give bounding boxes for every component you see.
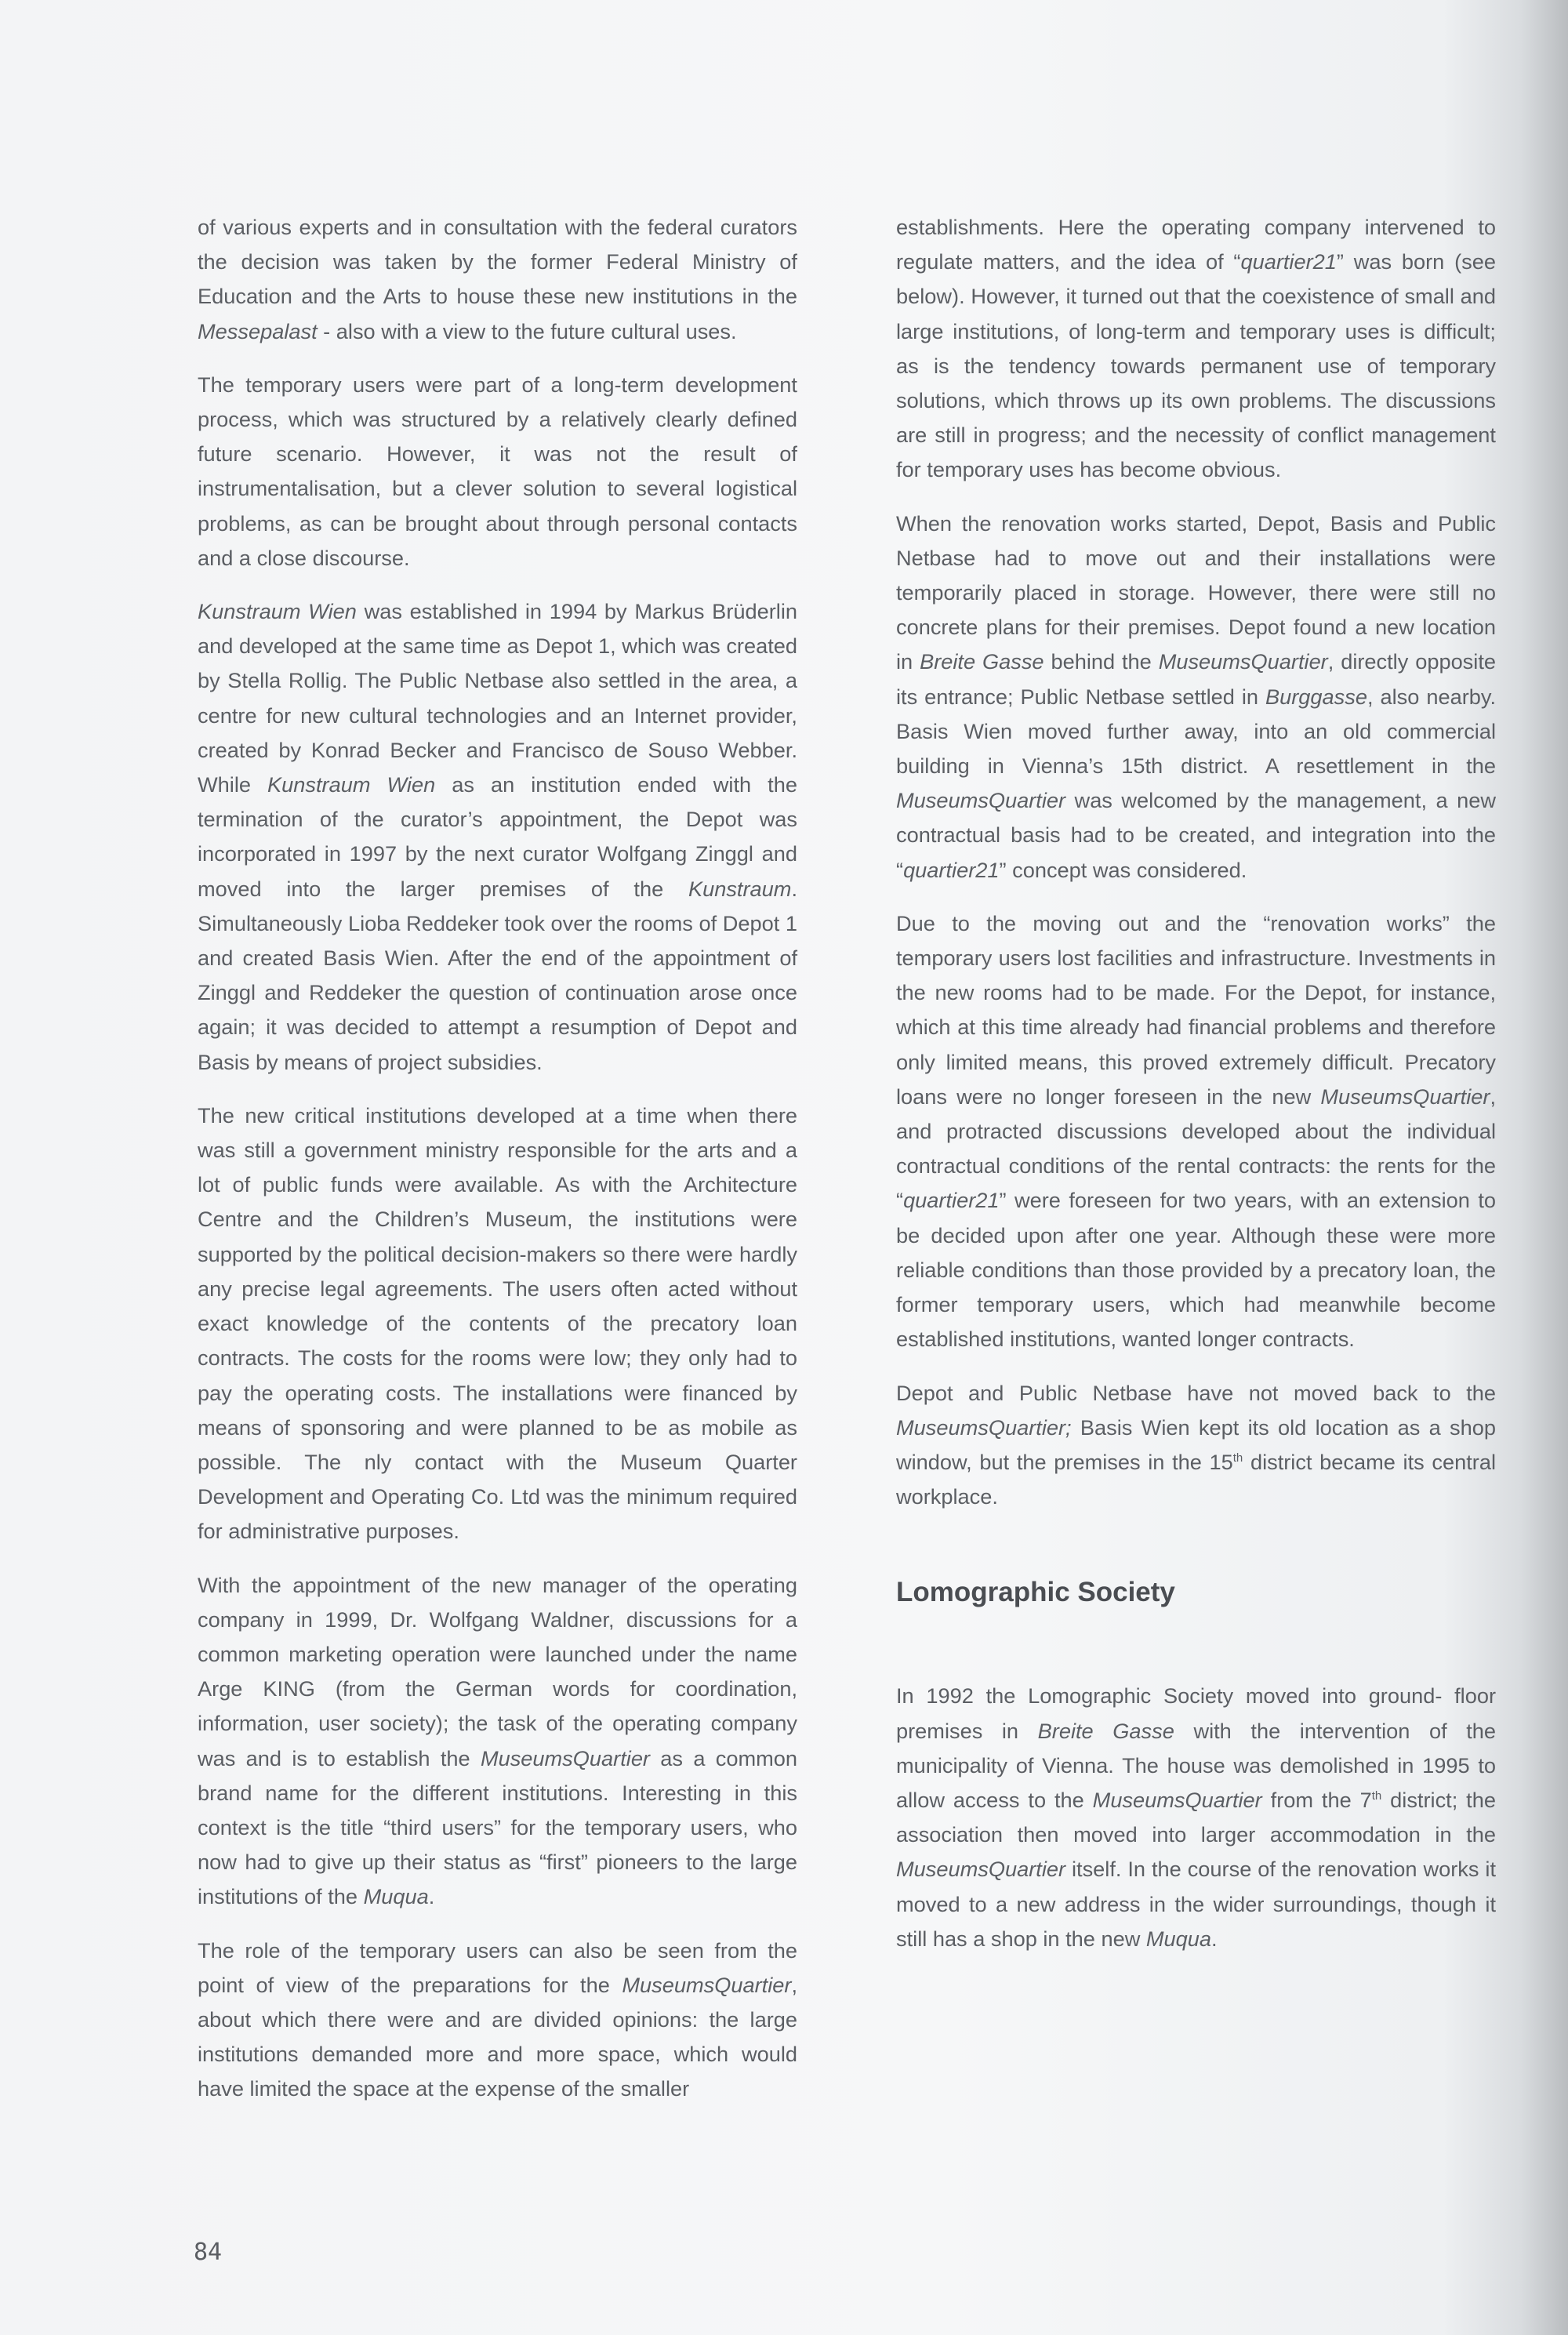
section-heading: Lomographic Society <box>896 1577 1175 1608</box>
italic-text: MuseumsQuartier <box>1320 1084 1490 1109</box>
paragraph: The role of the temporary users can also be seen from the point of view of the preparations for the MuseumsQuartier, about which there were and are divided opinions: the large institutions demanded more and more space, which would have limited the space at the expense of the smaller <box>198 1937 797 2101</box>
italic-text: Messepalast <box>198 318 318 343</box>
italic-text: quartier21 <box>1240 249 1337 274</box>
paragraph: establishments. Here the operating company intervened to regulate matters, and the idea of “quartier21” was born (see below). However, it turned out that the coexistence of small and large institutions, of long-term and temporary uses is difficult; as is the tendency towards permanent use of temporary solutions, which throws up its own problems. The discussions are still in progress; and the necessity of conflict management for temporary uses has become obvious. <box>896 215 1496 482</box>
paragraph: The temporary users were part of a long-term development process, which was structured by a relatively clearly defined future scenario. However, it was not the result of instrumentalisation, but a clever solution to several logistical problems, as can be brought about through personal contacts and a close discourse. <box>198 372 797 570</box>
paragraph: Due to the moving out and the “renovation works” the temporary users lost facilities and infrastructure. Investments in the new rooms had to be made. For the Depot, for instance, which at this time already had financial problems and therefore only limited means, this proved extremely difficult. Precatory loans were no longer foreseen in the new MuseumsQuartier, and protracted discussions developed about the individual contractual conditions of the rental contracts: the rents for the “quartier21” were foreseen for two years, with an extension to be decided upon after one year. Although these were more reliable conditions than those provided by a precatory loan, the former temporary users, which had meanwhile become established institutions, wanted longer contracts. <box>896 910 1496 1352</box>
italic-text: Kunstraum Wien <box>267 772 436 797</box>
left-column <box>198 210 797 2126</box>
italic-text: MuseumsQuartier <box>1158 649 1328 674</box>
italic-text: Breite Gasse <box>1037 1718 1174 1743</box>
italic-text: Burggasse <box>1265 684 1367 709</box>
italic-text: Kunstraum <box>688 876 792 901</box>
italic-text: MuseumsQuartier; <box>896 1414 1072 1440</box>
italic-text: MuseumsQuartier <box>622 1972 792 1997</box>
paragraph: Depot and Public Netbase have not moved back to the MuseumsQuartier; Basis Wien kept its old location as a shop window, but the premises in the 15th district became its central workplace. <box>896 1380 1496 1509</box>
paragraph: The new critical institutions developed at a time when there was still a government ministry responsible for the arts and a lot of public funds were available. As with the Architecture Centre and the Children’s Museum, the institutions were supported by the political decision-makers so there were hardly any precise legal agreements. The users often acted without exact knowledge of the contents of the precatory loan contracts. The costs for the rooms were low; they only had to pay the operating costs. The installations were financed by means of sponsoring and were planned to be as mobile as possible. The nly contact with the Museum Quarter Development and Operating Co. Ltd was the minimum required for administrative purposes. <box>198 1102 797 1544</box>
italic-text: Breite Gasse <box>920 649 1044 674</box>
superscript: th <box>1371 1788 1382 1803</box>
paragraph: When the renovation works started, Depot, Basis and Public Netbase had to move out and their installations were temporarily placed in storage. However, there were still no concrete plans for their premises. Depot found a new location in Breite Gasse behind the MuseumsQuartier, directly opposite its entrance; Public Netbase settled in Burggasse, also nearby. Basis Wien moved further away, into an old commercial building in Vienna’s 15th district. A resettlement in the MuseumsQuartier was welcomed by the management, a new contractual basis had to be created, and integration into the “quartier21” concept was considered. <box>896 510 1496 882</box>
italic-text: MuseumsQuartier <box>896 788 1066 813</box>
italic-text: quartier21 <box>903 857 1000 882</box>
superscript: th <box>1232 1451 1243 1465</box>
italic-text: MuseumsQuartier <box>1092 1787 1262 1812</box>
italic-text: Kunstraum Wien <box>198 599 357 624</box>
italic-text: MuseumsQuartier <box>896 1857 1066 1882</box>
italic-text: Muqua <box>1145 1926 1212 1951</box>
paragraph: Kunstraum Wien was established in 1994 by Markus Brüderlin and developed at the same time as Depot 1, which was created by Stella Rollig. The Public Netbase also settled in the area, a centre for new cultural technologies and an Internet provider, created by Konrad Becker and Francisco de Souso Webber. While Kunstraum Wien as an institution ended with the termination of the curator’s appointment, the Depot was incorporated in 1997 by the next curator Wolfgang Zinggl and moved into the larger premises of the Kunstraum. Simultaneously Lioba Reddeker took over the rooms of Depot 1 and created Basis Wien. After the end of the appointment of Zinggl and Reddeker the question of continuation arose once again; it was decided to attempt a resumption of Depot and Basis by means of project subsidies. <box>198 599 797 1074</box>
page-number: 84 <box>194 2239 223 2266</box>
italic-text: MuseumsQuartier <box>480 1745 650 1770</box>
italic-text: Muqua <box>363 1884 429 1909</box>
italic-text: quartier21 <box>903 1188 1000 1213</box>
paragraph: of various experts and in consultation with the federal curators the decision was taken by the former Federal Ministry of Education and the Arts to house these new institutions in the Messepalast - also with a view to the future cultural uses. <box>198 215 797 343</box>
paragraph: In 1992 the Lomographic Society moved into ground- floor premises in Breite Gasse with the intervention of the municipality of Vienna. The house was demolished in 1995 to allow access to the MuseumsQuartier from the 7th district; the association then moved into larger accommodation in the MuseumsQuartier itself. In the course of the renovation works it moved to a new address in the wider surroundings, though it still has a shop in the new Muqua. <box>896 1683 1497 1951</box>
paragraph: With the appointment of the new manager of the operating company in 1999, Dr. Wolfgang Waldner, discussions for a common marketing operation were launched under the name Arge KING (from the German words for coordination, information, user society); the task of the operating company was and is to establish the MuseumsQuartier as a common brand name for the different institutions. Interesting in this context is the title “third users” for the temporary users, who now had to give up their status as “first” pioneers to the large institutions of the Muqua. <box>198 1572 797 1909</box>
right-column <box>896 210 1496 1975</box>
